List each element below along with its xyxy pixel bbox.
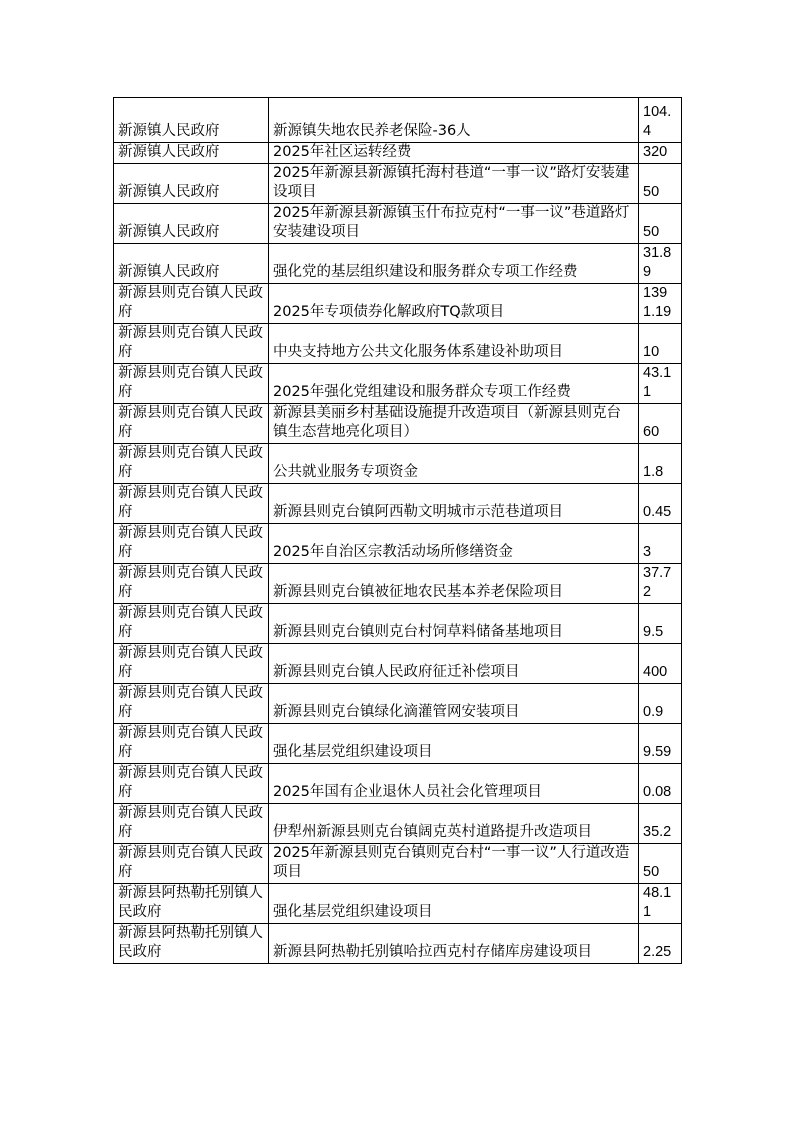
table-row	[114, 564, 682, 604]
table-row	[114, 644, 682, 684]
table-row	[114, 164, 682, 204]
table-row	[114, 764, 682, 804]
amount-cell: 31.89	[639, 244, 682, 284]
budget-table-body	[114, 98, 682, 964]
amount-cell: 0.08	[639, 764, 682, 804]
table-row	[114, 724, 682, 764]
table-row	[114, 884, 682, 924]
unit-cell: 新源县则克台镇人民政府	[114, 324, 269, 364]
table-row	[114, 484, 682, 524]
amount-cell: 1391.19	[639, 284, 682, 324]
project-cell: 2025年国有企业退休人员社会化管理项目	[269, 764, 639, 804]
unit-cell: 新源县则克台镇人民政府	[114, 404, 269, 444]
amount-cell: 0.45	[639, 484, 682, 524]
unit-cell: 新源县阿热勒托别镇人民政府	[114, 884, 269, 924]
amount-cell: 0.9	[639, 684, 682, 724]
project-cell: 新源县则克台镇绿化滴灌管网安装项目	[269, 684, 639, 724]
project-cell: 新源县则克台镇人民政府征迁补偿项目	[269, 644, 639, 684]
table-row	[114, 324, 682, 364]
table-row	[114, 244, 682, 284]
project-cell: 2025年强化党组建设和服务群众专项工作经费	[269, 364, 639, 404]
unit-cell: 新源县则克台镇人民政府	[114, 804, 269, 844]
unit-cell: 新源镇人民政府	[114, 143, 269, 164]
amount-cell: 50	[639, 844, 682, 884]
amount-cell: 320	[639, 143, 682, 164]
project-cell: 2025年新源县新源镇托海村巷道“一事一议”路灯安装建设项目	[269, 164, 639, 204]
table-row	[114, 204, 682, 244]
amount-cell: 400	[639, 644, 682, 684]
table-row	[114, 444, 682, 484]
table-row	[114, 524, 682, 564]
amount-cell: 48.11	[639, 884, 682, 924]
unit-cell: 新源镇人民政府	[114, 244, 269, 284]
unit-cell: 新源县则克台镇人民政府	[114, 604, 269, 644]
unit-cell: 新源县则克台镇人民政府	[114, 684, 269, 724]
amount-cell: 50	[639, 164, 682, 204]
amount-cell: 10	[639, 324, 682, 364]
table-row	[114, 143, 682, 164]
project-cell: 新源县则克台镇阿西勒文明城市示范巷道项目	[269, 484, 639, 524]
project-cell: 2025年新源县则克台镇则克台村“一事一议”人行道改造项目	[269, 844, 639, 884]
project-cell: 新源县则克台镇则克台村饲草料储备基地项目	[269, 604, 639, 644]
table-row	[114, 684, 682, 724]
project-cell: 新源县则克台镇被征地农民基本养老保险项目	[269, 564, 639, 604]
table-row	[114, 924, 682, 964]
project-cell: 中央支持地方公共文化服务体系建设补助项目	[269, 324, 639, 364]
table-row	[114, 604, 682, 644]
amount-cell: 35.2	[639, 804, 682, 844]
unit-cell: 新源县则克台镇人民政府	[114, 764, 269, 804]
table-row	[114, 98, 682, 143]
budget-table	[113, 97, 682, 964]
amount-cell: 43.11	[639, 364, 682, 404]
unit-cell: 新源县则克台镇人民政府	[114, 724, 269, 764]
amount-cell: 9.59	[639, 724, 682, 764]
unit-cell: 新源镇人民政府	[114, 98, 269, 143]
amount-cell: 50	[639, 204, 682, 244]
amount-cell: 3	[639, 524, 682, 564]
project-cell: 新源镇失地农民养老保险-36人	[269, 98, 639, 143]
project-cell: 新源县美丽乡村基础设施提升改造项目（新源县则克台镇生态营地亮化项目）	[269, 404, 639, 444]
table-row	[114, 284, 682, 324]
unit-cell: 新源县则克台镇人民政府	[114, 284, 269, 324]
table-row	[114, 404, 682, 444]
unit-cell: 新源县则克台镇人民政府	[114, 524, 269, 564]
project-cell: 2025年新源县新源镇玉什布拉克村“一事一议”巷道路灯安装建设项目	[269, 204, 639, 244]
unit-cell: 新源县则克台镇人民政府	[114, 364, 269, 404]
project-cell: 2025年自治区宗教活动场所修缮资金	[269, 524, 639, 564]
project-cell: 强化基层党组织建设项目	[269, 724, 639, 764]
unit-cell: 新源镇人民政府	[114, 164, 269, 204]
project-cell: 强化基层党组织建设项目	[269, 884, 639, 924]
unit-cell: 新源县阿热勒托别镇人民政府	[114, 924, 269, 964]
unit-cell: 新源县则克台镇人民政府	[114, 484, 269, 524]
amount-cell: 1.8	[639, 444, 682, 484]
amount-cell: 60	[639, 404, 682, 444]
table-row	[114, 804, 682, 844]
project-cell: 伊犁州新源县则克台镇阔克英村道路提升改造项目	[269, 804, 639, 844]
unit-cell: 新源县则克台镇人民政府	[114, 644, 269, 684]
amount-cell: 104.4	[639, 98, 682, 143]
table-row	[114, 844, 682, 884]
project-cell: 强化党的基层组织建设和服务群众专项工作经费	[269, 244, 639, 284]
unit-cell: 新源县则克台镇人民政府	[114, 564, 269, 604]
project-cell: 新源县阿热勒托别镇哈拉西克村存储库房建设项目	[269, 924, 639, 964]
amount-cell: 2.25	[639, 924, 682, 964]
amount-cell: 9.5	[639, 604, 682, 644]
table-row	[114, 364, 682, 404]
project-cell: 2025年社区运转经费	[269, 143, 639, 164]
amount-cell: 37.72	[639, 564, 682, 604]
unit-cell: 新源县则克台镇人民政府	[114, 844, 269, 884]
project-cell: 公共就业服务专项资金	[269, 444, 639, 484]
unit-cell: 新源镇人民政府	[114, 204, 269, 244]
unit-cell: 新源县则克台镇人民政府	[114, 444, 269, 484]
project-cell: 2025年专项债券化解政府TQ款项目	[269, 284, 639, 324]
